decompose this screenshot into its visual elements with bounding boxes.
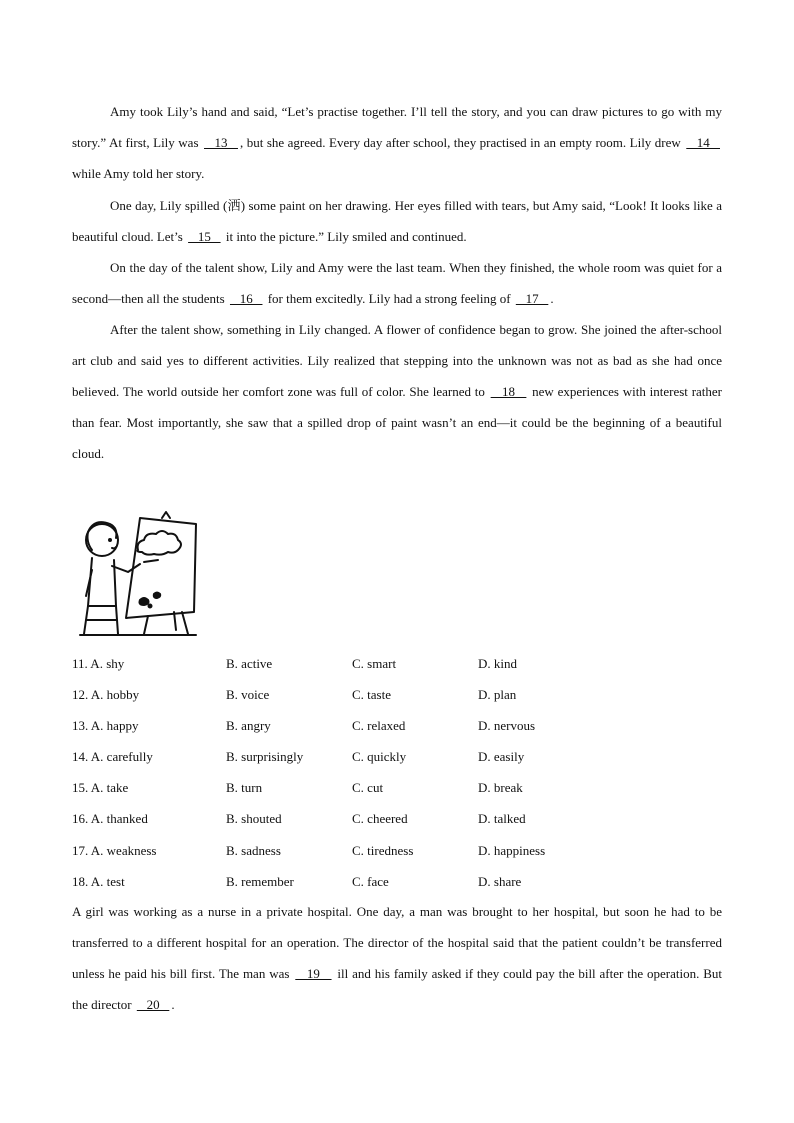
blank-17: 17	[515, 291, 549, 306]
option-a[interactable]: 16. A. thanked	[72, 811, 148, 827]
options-row	[72, 803, 722, 834]
option-b[interactable]: B. active	[226, 656, 273, 671]
options-row	[72, 741, 722, 772]
option-c[interactable]: C. face	[352, 873, 389, 889]
paragraph-3: On the day of the talent show, Lily and Amy were the last team. When they finished, the whole room was quiet for a second—then all the students 16 for them excitedly. Lily had a strong feeling of 17 .	[72, 260, 722, 306]
girl-painting-illustration	[78, 510, 198, 638]
option-d[interactable]: D. plan	[478, 687, 517, 703]
option-d[interactable]: D. talked	[478, 811, 526, 827]
blank-18: 18	[490, 384, 527, 399]
option-d[interactable]: D. break	[478, 780, 523, 796]
option-b[interactable]: B. remember	[226, 873, 294, 889]
option-c[interactable]: C. smart	[352, 656, 397, 671]
option-a[interactable]: 18. A. test	[72, 873, 125, 889]
option-c[interactable]: C. quickly	[352, 749, 407, 765]
option-d[interactable]: D. nervous	[478, 718, 536, 734]
blank-14: 14	[686, 135, 720, 150]
option-d[interactable]: D. kind	[478, 656, 517, 671]
option-d[interactable]: D. share	[478, 873, 522, 889]
option-b[interactable]: B. sadness	[226, 842, 281, 858]
options-row	[72, 679, 722, 710]
blank-20: 20	[136, 997, 170, 1012]
options-row	[72, 772, 722, 803]
option-a[interactable]: 14. A. carefully	[72, 749, 153, 765]
blank-13: 13	[204, 135, 238, 150]
option-b[interactable]: B. surprisingly	[226, 749, 304, 765]
option-c[interactable]: C. cut	[352, 780, 384, 796]
option-b[interactable]: B. shouted	[226, 811, 282, 827]
option-d[interactable]: D. happiness	[478, 842, 546, 858]
option-d[interactable]: D. easily	[478, 749, 525, 765]
option-a[interactable]: 15. A. take	[72, 780, 129, 796]
answer-options	[72, 648, 722, 897]
option-a[interactable]: 11. A. shy	[72, 656, 125, 671]
blank-15: 15	[188, 229, 221, 244]
option-a[interactable]: 17. A. weakness	[72, 842, 157, 858]
option-b[interactable]: B. voice	[226, 687, 270, 703]
paragraph-2: One day, Lily spilled (洒) some paint on her drawing. Her eyes filled with tears, but Amy said, “Look! It looks like a beautiful cloud. Let’s 15 it into the picture.” Lily smiled and continued.	[72, 198, 722, 244]
blank-16: 16	[229, 291, 263, 306]
option-a[interactable]: 13. A. happy	[72, 718, 139, 734]
option-c[interactable]: C. relaxed	[352, 718, 406, 734]
paragraph-5: A girl was working as a nurse in a private hospital. One day, a man was brought to her hospital, but soon he had to be transferred to a different hospital for an operation. The director of the hospital said that the patient couldn’t be transferred unless he paid his bill first. The man was 19 ill and his family asked if they could pay the bill after the operation. But the director 20 .	[72, 904, 722, 1012]
option-b[interactable]: B. turn	[226, 780, 263, 796]
paragraph-4: After the talent show, something in Lily changed. A flower of confidence began to grow. She joined the after-school art club and said yes to different activities. Lily realized that stepping into the unknown was not as bad as she had once believed. The world outside her comfort zone was full of color. She learned to 18 new experiences with interest rather than fear. Most importantly, she saw that a spilled drop of paint wasn’t an end—it could be the beginning of a beautiful cloud.	[72, 322, 723, 461]
option-b[interactable]: B. angry	[226, 718, 271, 734]
option-c[interactable]: C. cheered	[352, 811, 408, 827]
option-c[interactable]: C. tiredness	[352, 842, 414, 858]
option-a[interactable]: 12. A. hobby	[72, 687, 140, 703]
option-c[interactable]: C. taste	[352, 687, 391, 703]
options-row	[72, 835, 722, 866]
options-row	[72, 648, 722, 679]
blank-19: 19	[295, 966, 332, 981]
options-row	[72, 710, 722, 741]
paragraph-1: Amy took Lily’s hand and said, “Let’s practise together. I’ll tell the story, and you can draw pictures to go with my story.” At first, Lily was 13 , but she agreed. Every day after school, they practised in an empty room. Lily drew 14 while Amy told her story.	[72, 104, 722, 181]
options-row	[72, 866, 722, 897]
